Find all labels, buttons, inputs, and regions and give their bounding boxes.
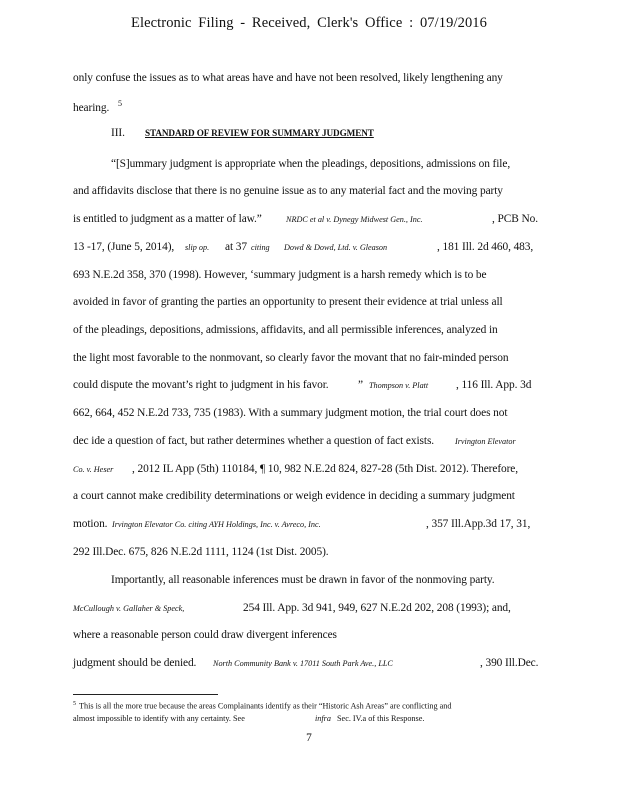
body-line: where a reasonable person could draw divergent inferences (73, 629, 337, 641)
body-line: , 357 Ill.App.3d 17, 31, (426, 518, 531, 530)
footnote-number: 5 (73, 701, 76, 707)
page-number: 7 (306, 732, 312, 744)
body-line: Importantly, all reasonable inferences must be drawn in favor of the nonmoving party. (111, 574, 495, 586)
body-line: could dispute the movant’s right to judgment in his favor. (73, 379, 329, 391)
footnote-reference: 5 (117, 99, 122, 108)
case-citation: Irvington Elevator (455, 437, 516, 446)
body-line: , PCB No. (492, 213, 538, 225)
case-citation: Dowd & Dowd, Ltd. v. Gleason (284, 243, 388, 252)
body-line: only confuse the issues as to what areas have and have not been resolved, likely lengthening any (73, 72, 503, 84)
body-line: 662, 664, 452 N.E.2d 733, 735 (1983). With a summary judgment motion, the trial court does not (73, 407, 508, 419)
body-line: hearing. $^5$ (73, 99, 122, 114)
case-citation: citing (251, 243, 270, 252)
body-line: a court cannot make credibility determinations or weigh evidence in deciding a summary judgment (73, 490, 515, 502)
footnote-line: almost impossible to identify with any certainty. See (73, 714, 245, 723)
body-line: avoided in favor of granting the parties an opportunity to present their evidence at trial unless all (73, 296, 503, 308)
footnote-line: Sec. IV.a of this Response. (337, 714, 425, 723)
body-line: and affidavits disclose that there is no genuine issue as to any material fact and the moving party (73, 185, 503, 197)
body-line: , 116 Ill. App. 3d (456, 379, 532, 391)
case-citation: Co. v. Heser (73, 465, 114, 474)
body-line: 693 N.E.2d 358, 370 (1998). However, ‘summary judgment is a harsh remedy which is to be (73, 269, 487, 281)
filing-header: Electronic Filing - Received, Clerk's Office : 07/19/2016 (130, 15, 488, 31)
footnote-citation: infra (315, 714, 331, 723)
case-citation: Irvington Elevator Co. citing AYH Holdings, Inc. v. Avreco, Inc. (112, 520, 321, 529)
case-citation: North Community Bank v. 17011 South Park Ave., LLC (213, 659, 393, 668)
body-line: “[S]ummary judgment is appropriate when the pleadings, depositions, admissions on file, (111, 158, 511, 170)
footnote-line: $^5$ This is all the more true because the areas Complainants identify as their “Historic Ash Areas” are conflicting and (73, 701, 452, 711)
body-line: , 181 Ill. 2d 460, 483, (437, 241, 534, 253)
body-line: of the pleadings, depositions, admissions, affidavits, and all permissible inferences, analyzed in (73, 324, 498, 336)
body-line: judgment should be denied. (73, 657, 197, 669)
case-citation: Thompson v. Platt (369, 381, 429, 390)
body-line: the light most favorable to the nonmovant, so clearly favor the movant that no fair-minded person (73, 352, 509, 364)
body-line: , 390 Ill.Dec. (480, 657, 539, 669)
case-citation: NRDC et al v. Dynegy Midwest Gen., Inc. (286, 215, 423, 224)
body-line: 254 Ill. App. 3d 941, 949, 627 N.E.2d 202, 208 (1993); and, (243, 602, 511, 614)
body-line: , 2012 IL App (5th) 110184, ¶ 10, 982 N.E.2d 824, 827-28 (5th Dist. 2012). Therefore, (132, 463, 518, 475)
body-line: ” (358, 379, 363, 391)
body-line: 13 -17, (June 5, 2014), (73, 241, 175, 253)
body-line: 292 Ill.Dec. 675, 826 N.E.2d 1111, 1124 (1st Dist. 2005). (73, 546, 329, 558)
footnote-separator (73, 694, 218, 695)
section-number: III. (111, 127, 125, 139)
body-line: is entitled to judgment as a matter of law.” (73, 213, 262, 225)
case-citation: McCullough v. Gallaher & Speck, (73, 604, 185, 613)
case-citation: slip op. (185, 243, 210, 252)
section-heading: STANDARD OF REVIEW FOR SUMMARY JUDGMENT (145, 128, 374, 138)
body-line: dec ide a question of fact, but rather determines whether a question of fact exists. (73, 435, 435, 447)
body-line: motion. (73, 518, 108, 530)
body-line: at 37 (225, 241, 247, 253)
